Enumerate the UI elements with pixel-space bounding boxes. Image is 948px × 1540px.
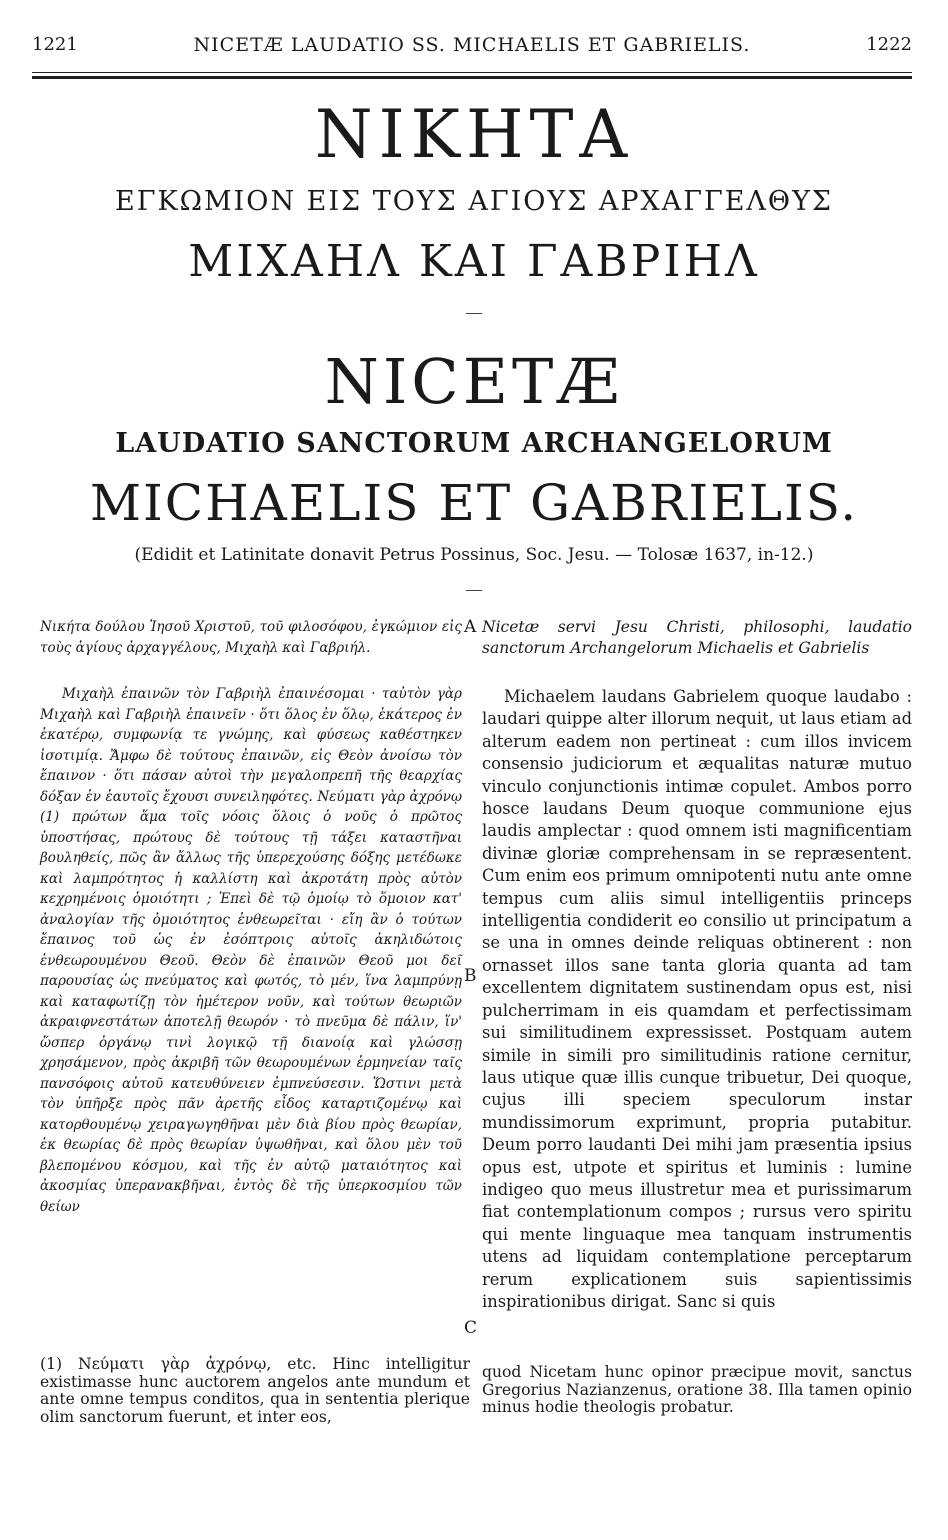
latin-column-heading: Nicetæ servi Jesu Christi, philosophi, laudatio sanctorum Archangelorum Michaelis et Gabrielis [482, 618, 912, 657]
title-separator [466, 313, 482, 314]
latin-subtitle: LAUDATIO SANCTORUM ARCHANGELORUM [115, 428, 833, 459]
greek-column-heading: Νικήτα δούλου Ἰησοῦ Χριστοῦ, τοῦ φιλοσόφου, ἐγκώμιον εἰς τοὺς ἁγίους ἀρχαγγέλους, Μιχαὴλ καὶ Γαβριήλ. [40, 619, 462, 656]
latin-author-title: NICETÆ [324, 345, 624, 418]
latin-names-title: MICHAELIS ET GABRIELIS. [89, 474, 859, 532]
running-title: NICETÆ LAUDATIO SS. MICHAELIS ET GABRIELIS. [193, 34, 751, 56]
margin-letter-b: B [464, 966, 477, 986]
footnote-right: quod Nicetam hunc opinor præcipue movit, sanctus Gregorius Nazianzenus, oratione 38. Illa tamen opinio minus hodie theologis probatur. [482, 1363, 912, 1417]
edition-separator [466, 590, 482, 591]
greek-subtitle: ΕΓΚΩΜΙΟΝ ΕΙΣ ΤΟΥΣ ΑΓΙΟΥΣ ΑΡΧΑΓΓΕΛΘΥΣ [115, 186, 833, 217]
page-number-left: 1221 [32, 34, 78, 55]
greek-author-title: ΝΙΚΗΤΑ [314, 96, 634, 173]
greek-column-body: Μιχαὴλ ἐπαινῶν τὸν Γαβριὴλ ἐπαινέσομαι · ταὐτὸν γὰρ Μιχαὴλ καὶ Γαβριὴλ ἐπαινεῖν · ὅτι ὅλος ἐν ὅλῳ, ἑκάτερος ἐν ἑκατέρῳ, συμφωνίᾳ τε γνώμης, καὶ φύσεως καθέστηκεν ἰσοτιμίᾳ. Ἄμφω δὲ τούτους ἐπαινῶν, εἰς Θεὸν ἀνοίσω τὸν ἔπαινον · ὅτι πάσαν αὐτοὶ τὴν μεγαλοπρεπῆ τῆς θεαρχίας δόξαν ἐν ἑαυτοῖς ἔχουσι συνειληφότες. Νεύματι γὰρ ἀχρόνῳ (1) πρώτων ἅμα τοῖς νόοις ὅλοις ὁ νοῦς ὁ πρῶτος ὑποστήσας, πρώτους δὲ τούτους τῇ τάξει καταστῆναι βουληθείς, πῶς ἂν ἄλλως τῆς ὑπερεχούσης δόξης μετέδωκε καὶ λαμπρότητος ἡ καλλίστη καὶ ἀκροτάτη πρὸς αὐτὸν κεχρημένοις ὁμοιότητι ; Ἐπεὶ δὲ τῷ ὁμοίῳ τὸ ὅμοιον κατ' ἀναλογίαν τῆς ὁμοιότητος ἐνθεωρεῖται · εἴη ἂν ὁ τούτων ἔπαινος τοῦ ὡς ἐν ἐσόπτροις αὐτοῖς ἀκηλιδώτοις ἐνθεωρουμένου Θεοῦ. Θεὸν δὲ ἐπαινῶν Θεοῦ μοι δεῖ παρουσίας ὡς πνεύματος καὶ φωτός, τὸ μέν, ἵνα λαμπρύνῃ καὶ καταφωτίζῃ τὸν ἡμέτερον νοῦν, καὶ τούτων θεωριῶν ἀκραιφνεστάτων ἀποτελῇ θεωρόν · τὸ πνεῦμα δὲ πάλιν, ἵν' ὥσπερ ὀργάνῳ τινὶ λογικῷ τῇ διανοίᾳ καὶ γλώσσῃ χρησάμενον, πρὸς ἀκριβῆ τῶν θεωρουμένων ἑρμηνείαν ταῖς πανσόφοις αὐτοῦ κατευθύνειεν ἐμπνεύσεσιν. Ὥστινι μετὰ τὸν ὑπῆρξε πρὸς πᾶν ἀρετῆς εἶδος καταρτιζομένῳ καὶ κατορθουμένῳ χειραγωγηθῆναι μὲν διὰ βίου πρὸς θεωρίαν, ἐκ θεωρίας δὲ πρὸς θεωρίαν ὑψωθῆναι, καὶ ὅλου μὲν τοῦ βλεπομένου κόσμου, καὶ τῆς ἐν αὐτῷ ματαιότητος καὶ ἀκοσμίας ὑπερανακβῆναι, ἐντὸς δὲ τῆς ὑπερκοσμίου τῶν θείων [40, 686, 462, 1215]
margin-letter-a: A [464, 617, 477, 637]
margin-letter-c: C [464, 1318, 478, 1338]
latin-column-body: Michaelem laudans Gabrielem quoque laudabo : laudari quippe alter illorum nequit, ut laus etiam ad alterum eadem non pertineat : cum illos invicem consensio judiciorum et æqualitas naturæ mutuo vinculo conjunctionis intimæ copulet. Ambos porro hosce laudans Deum quoque communione ejus laudis amplectar : quod omnem isti magnificentiam divinæ gloriæ comprehensam in se repræsentent. Cum enim eos primum omnipotenti nutu ante omne tempus cum aliis simul intelligentiis princeps intelligentia condiderit eo consilio ut principatum a se una in omnes deinde reliquas obtinerent : non ornasset illos sane tanta gloria quanta ad tam excellentem dignitatem sustinendam opus est, nisi pulcherrimam in eis quamdam et perfectissimam sui similitudinem expressisset. Postquam autem simile in simili pro similitudinis ratione cernitur, laus utique quæ illis cunque tribuetur, Dei quoque, cujus illi speciem speculorum instar mundissimorum exprimunt, propria putabitur. Deum porro laudanti Dei mihi jam præsentia ipsius opus est, utpote et spiritus et luminis : lumine indigeo quo meus illustretur mea et purissimarum fiat contemplationum compos ; rursus vero spiritu qui mente linguaque mea tanquam instrumentis utens ad liquidam contemplatione perceptarum rerum explicationem suis sapientissimis inspirationibus dirigat. Sanc si quis [482, 687, 912, 1311]
running-head [32, 34, 912, 58]
footnote-left: (1) Νεύματι γὰρ ἀχρόνῳ, etc. Hinc intelligitur existimasse hunc auctorem angelos ante mundum et ante omne tempus conditos, qua in sententia plerique olim sanctorum fuerunt, et inter eos, [40, 1355, 470, 1426]
page-number-right: 1222 [866, 34, 912, 55]
latin-column-heading-wrap [482, 617, 912, 659]
greek-names-title: ΜΙΧΑΗΛ ΚΑΙ ΓΑΒΡΙΗΛ [188, 236, 760, 287]
header-rule-thick [32, 76, 912, 79]
edition-note: (Edidit et Latinitate donavit Petrus Possinus, Soc. Jesu. — Tolosæ 1637, in-12.) [134, 545, 814, 565]
header-rule-thin [32, 72, 912, 73]
